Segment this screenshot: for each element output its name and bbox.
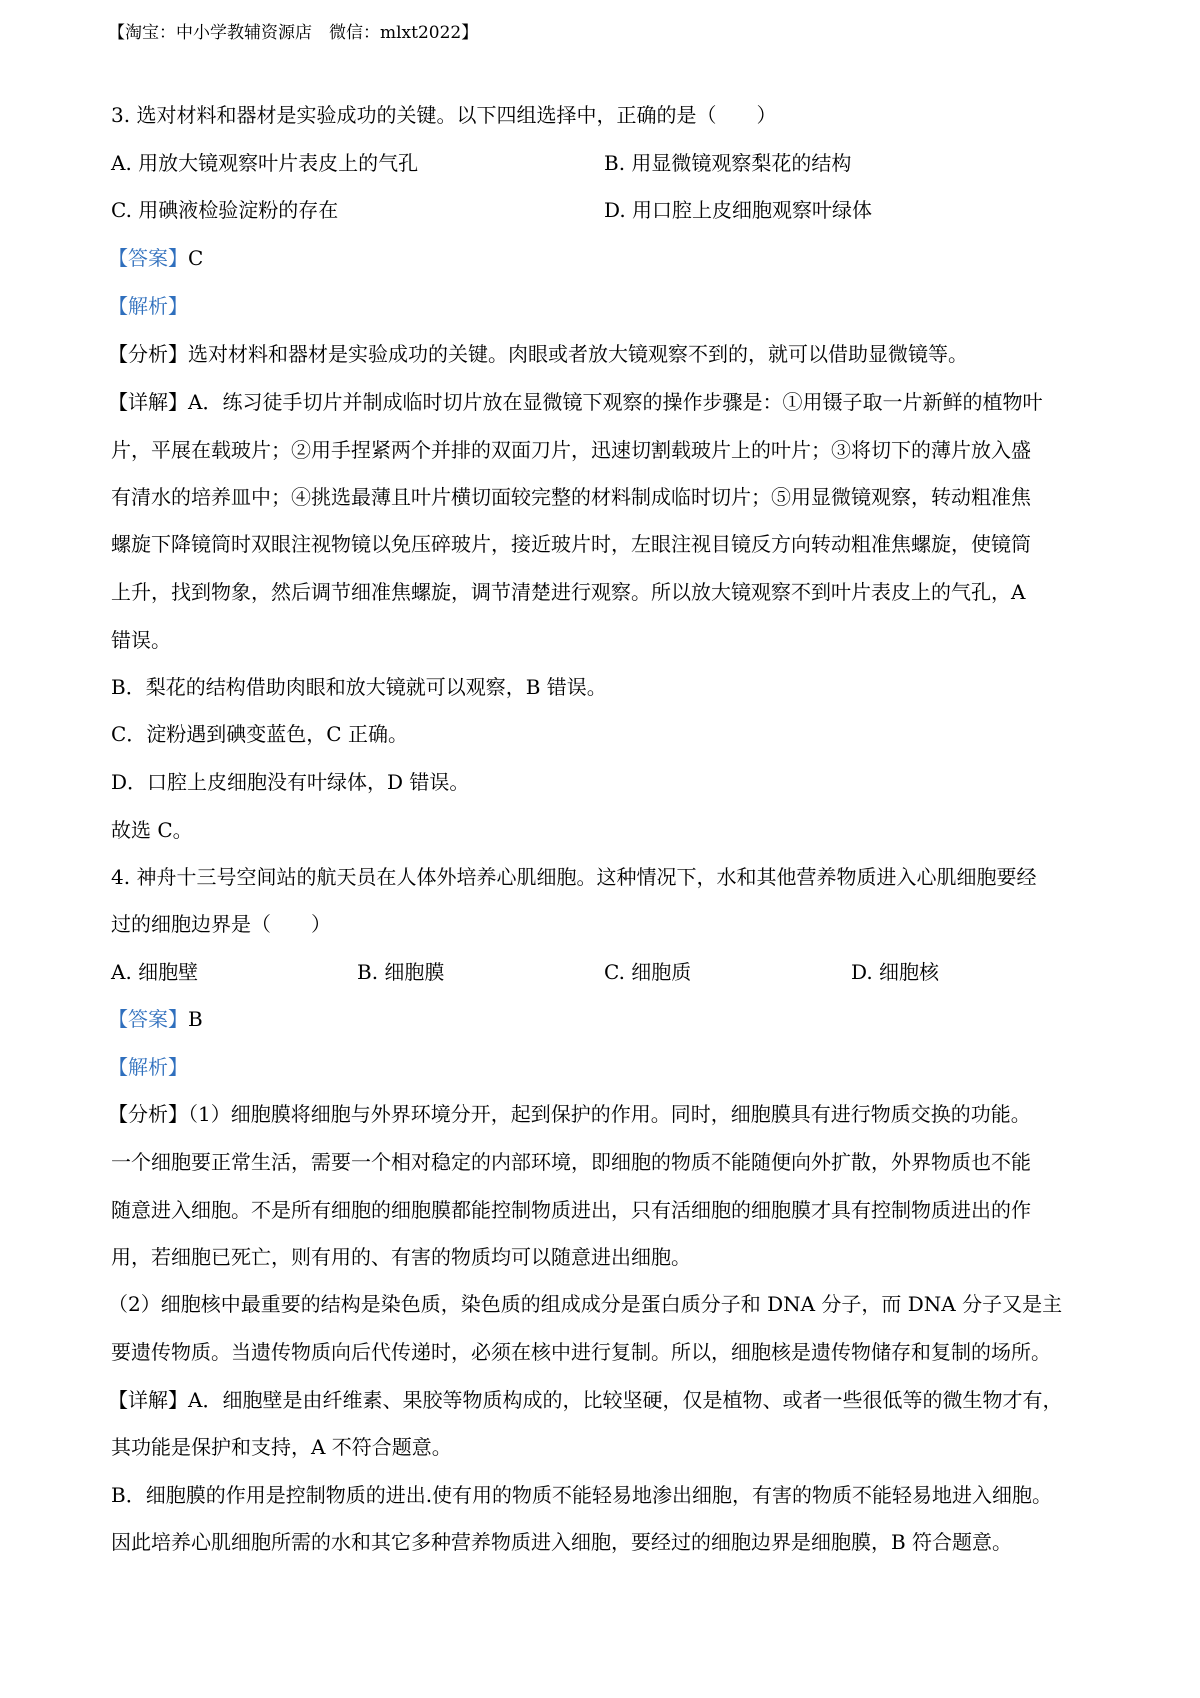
q3-option-d: D. 用口腔上皮细胞观察叶绿体 (604, 198, 873, 222)
answer-tag: 【答案】 (108, 246, 188, 270)
q3-xiangjie-line: C．淀粉遇到碘变蓝色，C 正确。 (111, 722, 408, 746)
q3-xiangjie-line: 有清水的培养皿中；④挑选最薄且叶片横切面较完整的材料制成临时切片；⑤用显微镜观察，转动粗准焦 (111, 485, 1031, 509)
analysis-tag: 【解析】 (108, 294, 188, 318)
q4-answer (108, 1007, 203, 1031)
q4-option-a: A. 细胞壁 (111, 960, 199, 984)
q3-xiangjie-line: 螺旋下降镜筒时双眼注视物镜以免压碎玻片，接近玻片时，左眼注视目镜反方向转动粗准焦螺旋，使镜筒 (111, 532, 1031, 556)
q4-analysis-tag (108, 1055, 188, 1079)
q4-fenxi-line: 用，若细胞已死亡，则有用的、有害的物质均可以随意进出细胞。 (111, 1245, 691, 1269)
q4-xiangjie-line: 其功能是保护和支持，A 不符合题意。 (111, 1435, 452, 1459)
q3-analysis-tag (108, 294, 188, 318)
xiangjie-text: A．细胞壁是由纤维素、果胶等物质构成的，比较坚硬，仅是植物、或者一些很低等的微生物才有， (188, 1388, 1063, 1412)
q4-option-d: D. 细胞核 (851, 960, 940, 984)
q3-fenxi (108, 342, 968, 366)
q4-xiangjie-line (108, 1388, 1062, 1412)
q4-xiangjie-line: B．细胞膜的作用是控制物质的进出.使有用的物质不能轻易地渗出细胞，有害的物质不能轻易地进入细胞。 (111, 1483, 1053, 1507)
q4-option-b: B. 细胞膜 (357, 960, 445, 984)
fenxi-tag: 【分析】 (108, 1102, 188, 1126)
q4-option-c: C. 细胞质 (604, 960, 692, 984)
q3-xiangjie-line (108, 390, 1042, 414)
fenxi-text: （1）细胞膜将细胞与外界环境分开，起到保护的作用。同时，细胞膜具有进行物质交换的功能。 (188, 1102, 1031, 1126)
q3-option-b: B. 用显微镜观察梨花的结构 (604, 151, 852, 175)
fenxi-text: 选对材料和器材是实验成功的关键。肉眼或者放大镜观察不到的，就可以借助显微镜等。 (188, 342, 968, 366)
q3-xiangjie-line: 错误。 (111, 628, 171, 652)
q3-conclusion: 故选 C。 (111, 818, 193, 842)
answer-value: B (188, 1007, 203, 1031)
page-header: 【淘宝：中小学教辅资源店 微信：mlxt2022】 (108, 23, 479, 43)
q4-fenxi-line: 要遗传物质。当遗传物质向后代传递时，必须在核中进行复制。所以，细胞核是遗传物储存和复制的场所。 (111, 1340, 1051, 1364)
q4-fenxi-line: 一个细胞要正常生活，需要一个相对稳定的内部环境，即细胞的物质不能随便向外扩散，外界物质也不能 (111, 1150, 1031, 1174)
analysis-tag: 【解析】 (108, 1055, 188, 1079)
q4-fenxi-line: （2）细胞核中最重要的结构是染色质，染色质的组成成分是蛋白质分子和 DNA 分子，而 DNA 分子又是主 (108, 1292, 1063, 1316)
q3-option-a: A. 用放大镜观察叶片表皮上的气孔 (111, 151, 419, 175)
q4-stem-line: 过的细胞边界是（ ） (111, 912, 331, 936)
xiangjie-tag: 【详解】 (108, 1388, 188, 1412)
q3-answer (108, 246, 203, 270)
q3-xiangjie-line: 片，平展在载玻片；②用手捏紧两个并排的双面刀片，迅速切割载玻片上的叶片；③将切下的薄片放入盛 (111, 438, 1031, 462)
answer-value: C (188, 246, 204, 270)
answer-tag: 【答案】 (108, 1007, 188, 1031)
q4-xiangjie-line: 因此培养心肌细胞所需的水和其它多种营养物质进入细胞，要经过的细胞边界是细胞膜，B 符合题意。 (111, 1530, 1013, 1554)
xiangjie-tag: 【详解】 (108, 390, 188, 414)
q3-stem: 3. 选对材料和器材是实验成功的关键。以下四组选择中，正确的是（ ） (111, 103, 777, 127)
q3-xiangjie-line: 上升，找到物象，然后调节细准焦螺旋，调节清楚进行观察。所以放大镜观察不到叶片表皮上的气孔，A (111, 580, 1026, 604)
fenxi-tag: 【分析】 (108, 342, 188, 366)
q3-option-c: C. 用碘液检验淀粉的存在 (111, 198, 339, 222)
q3-xiangjie-line: B．梨花的结构借助肉眼和放大镜就可以观察，B 错误。 (111, 675, 607, 699)
q4-stem-line: 4. 神舟十三号空间站的航天员在人体外培养心肌细胞。这种情况下，水和其他营养物质进入心肌细胞要经 (111, 865, 1037, 889)
q4-fenxi-line: 随意进入细胞。不是所有细胞的细胞膜都能控制物质进出，只有活细胞的细胞膜才具有控制物质进出的作 (111, 1198, 1031, 1222)
xiangjie-text: A．练习徒手切片并制成临时切片放在显微镜下观察的操作步骤是：①用镊子取一片新鲜的植物叶 (188, 390, 1043, 414)
q4-fenxi-line (108, 1102, 1031, 1126)
q3-xiangjie-line: D．口腔上皮细胞没有叶绿体，D 错误。 (111, 770, 470, 794)
